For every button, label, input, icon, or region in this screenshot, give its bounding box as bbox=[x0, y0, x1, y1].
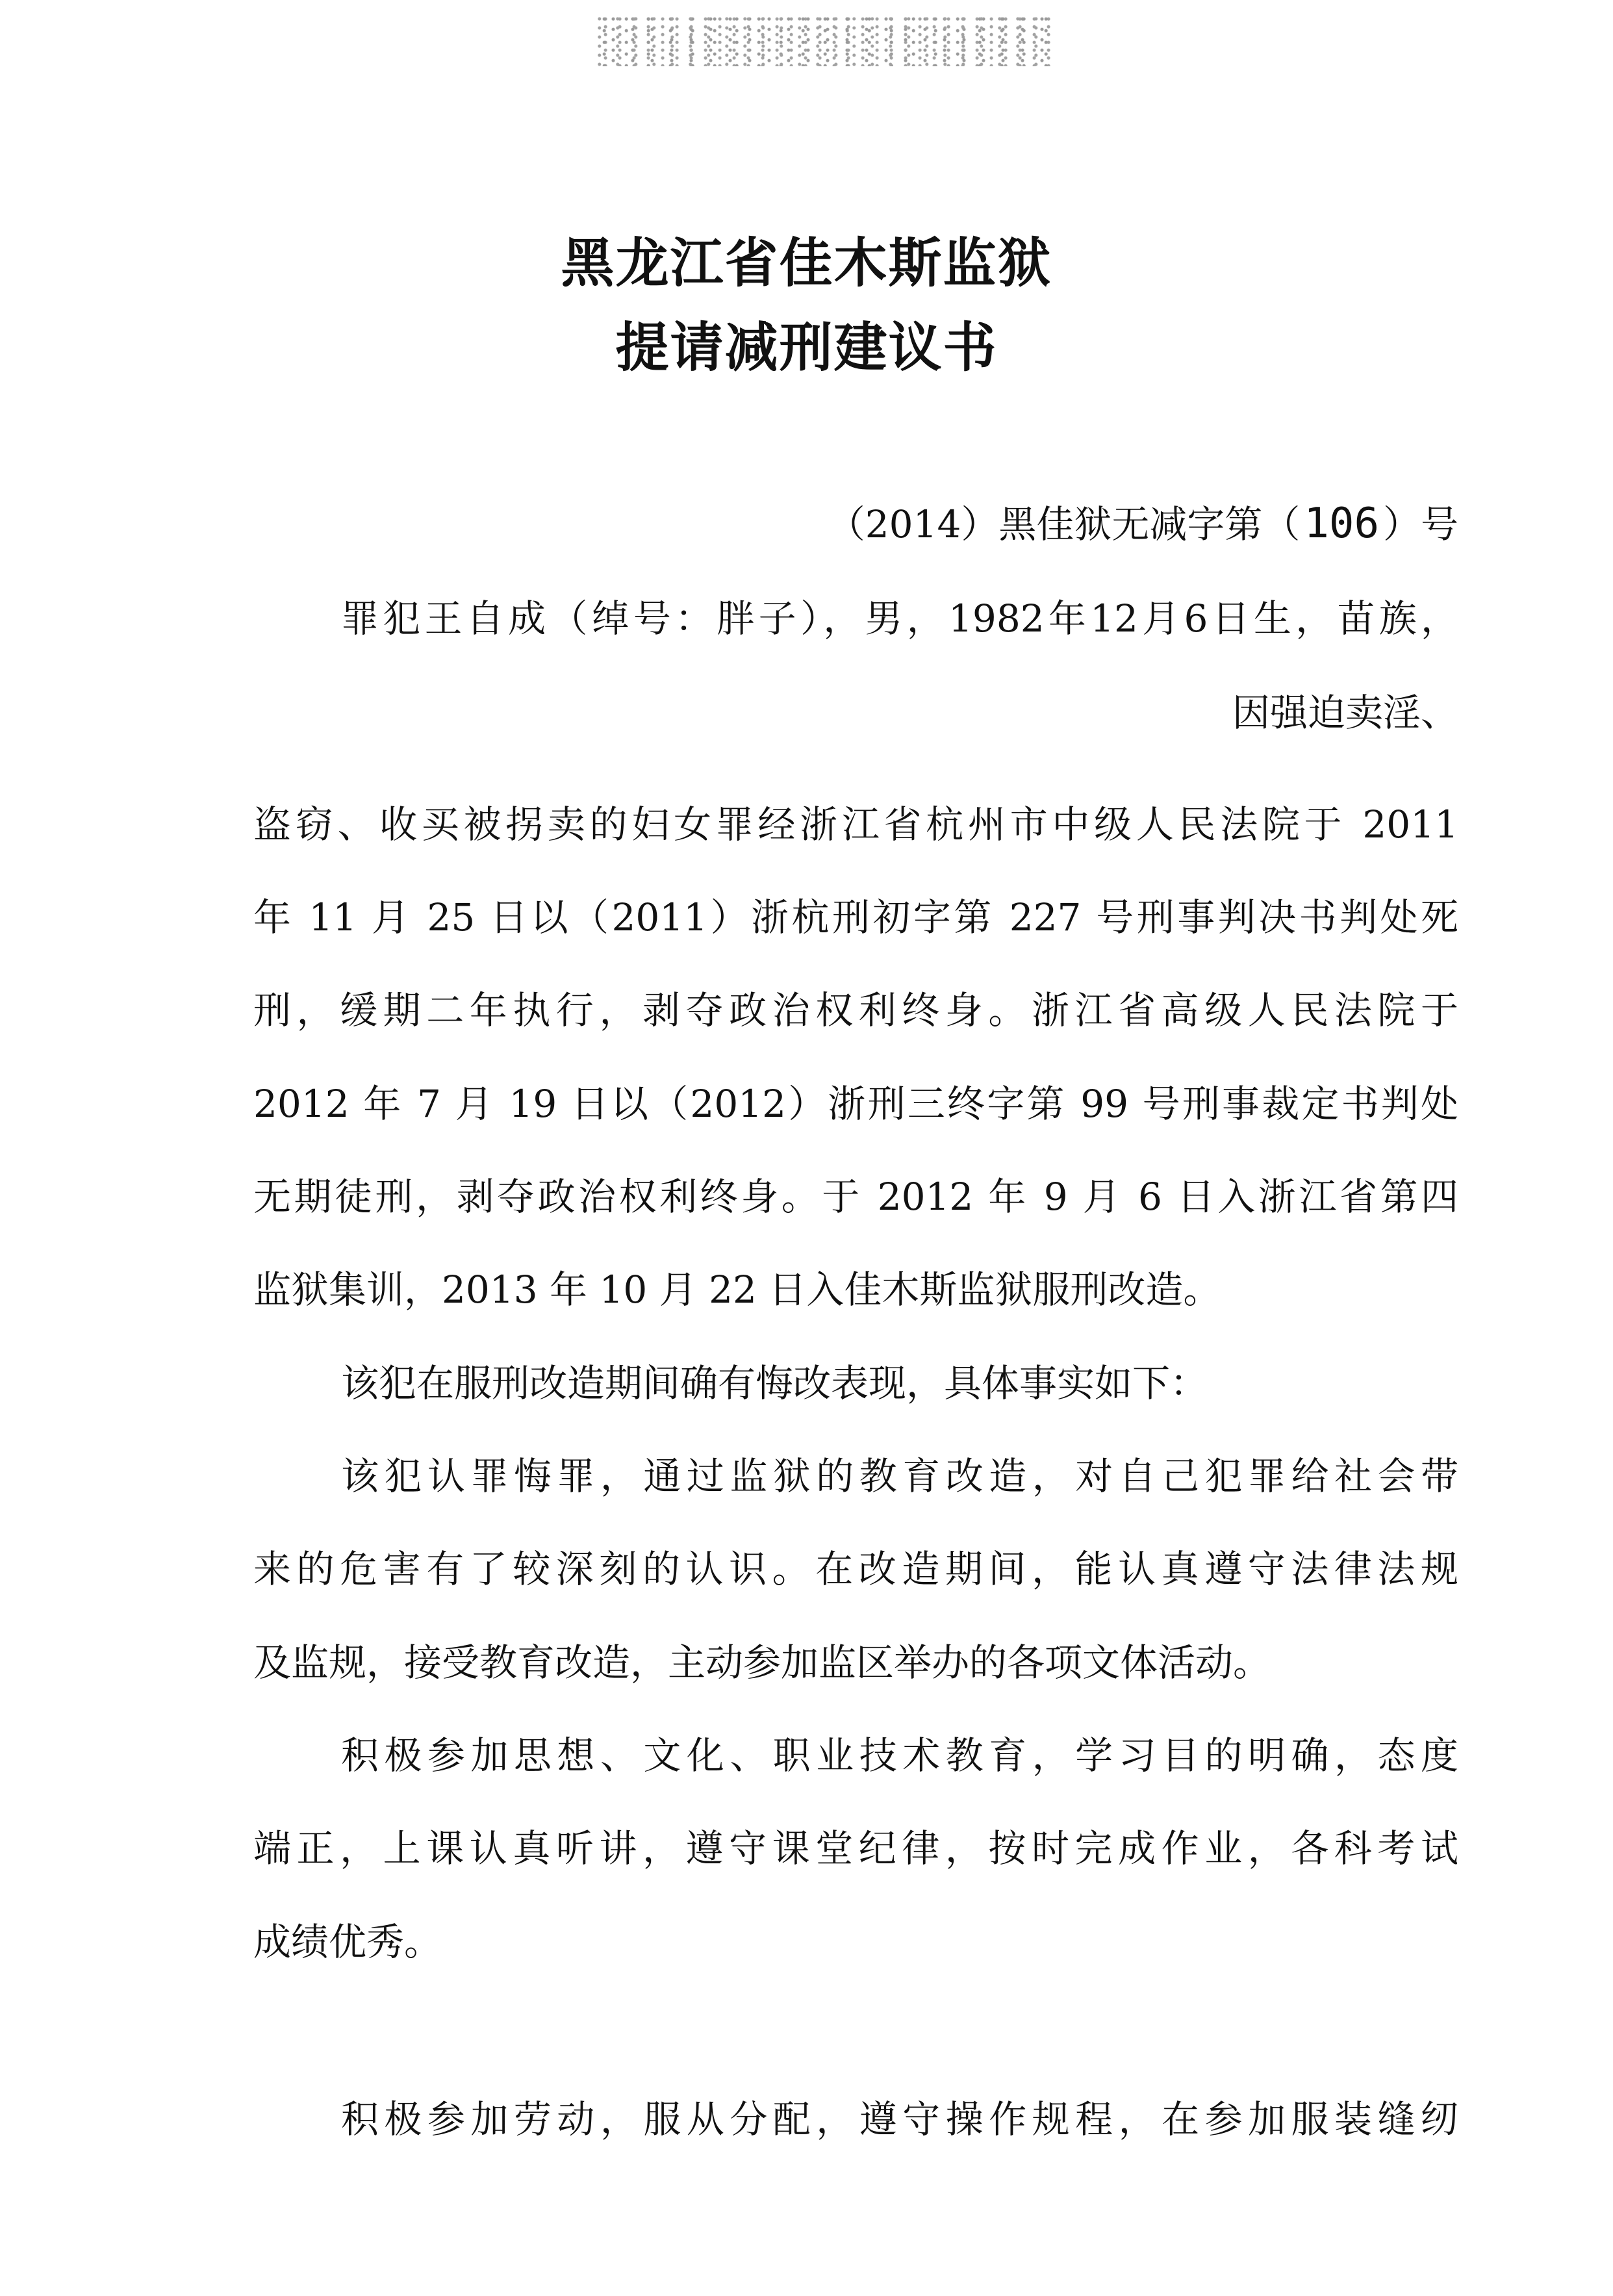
body-line: 罪犯王自成（绰号：胖子），男，1982年12月6日生，苗族， bbox=[341, 596, 1458, 641]
body-line: 刑，缓期二年执行，剥夺政治权利终身。浙江省高级人民法院于 bbox=[253, 988, 1458, 1032]
body-line: 该犯在服刑改造期间确有悔改表现，具体事实如下： bbox=[341, 1361, 1208, 1405]
body-line: 来的危害有了较深刻的认识。在改造期间，能认真遵守法律法规 bbox=[253, 1547, 1458, 1591]
body-line: 无期徒刑，剥夺政治权利终身。于 2012 年 9 月 6 日入浙江省第四 bbox=[253, 1175, 1458, 1219]
body-line: 监狱集训，2013 年 10 月 22 日入佳木斯监狱服刑改造。 bbox=[253, 1268, 1221, 1312]
document-number-value: 106 bbox=[1304, 500, 1379, 548]
body-line: 该犯认罪悔罪，通过监狱的教育改造，对自己犯罪给社会带 bbox=[341, 1454, 1458, 1498]
document-number bbox=[828, 494, 1458, 548]
body-line: 积极参加劳动，服从分配，遵守操作规程，在参加服装缝纫 bbox=[341, 2097, 1458, 2141]
document-number-suffix: ）号 bbox=[1382, 502, 1458, 546]
document-number-prefix: （2014）黑佳狱无减字第（ bbox=[827, 502, 1301, 546]
body-line: 成绩优秀。 bbox=[253, 1920, 442, 1964]
body-line: 2012 年 7 月 19 日以（2012）浙刑三终字第 99 号刑事裁定书判处 bbox=[253, 1082, 1458, 1126]
body-line: 盗窃、收买被拐卖的妇女罪经浙江省杭州市中级人民法院于 2011 bbox=[253, 802, 1458, 847]
body-line: 积极参加思想、文化、职业技术教育，学习目的明确，态度 bbox=[341, 1733, 1458, 1778]
body-line: 端正，上课认真听讲，遵守课堂纪律，按时完成作业，各科考试 bbox=[253, 1826, 1458, 1870]
document-title: 黑龙江省佳木斯监狱 bbox=[561, 232, 1052, 294]
body-line: 年 11 月 25 日以（2011）浙杭刑初字第 227 号刑事判决书判处死 bbox=[253, 895, 1458, 939]
scan-artifact bbox=[598, 14, 1052, 66]
document-subtitle: 提请减刑建议书 bbox=[615, 316, 998, 379]
body-line: 因强迫卖淫、 bbox=[1232, 691, 1458, 735]
body-line: 及监规，接受教育改造，主动参加监区举办的各项文体活动。 bbox=[253, 1640, 1271, 1685]
